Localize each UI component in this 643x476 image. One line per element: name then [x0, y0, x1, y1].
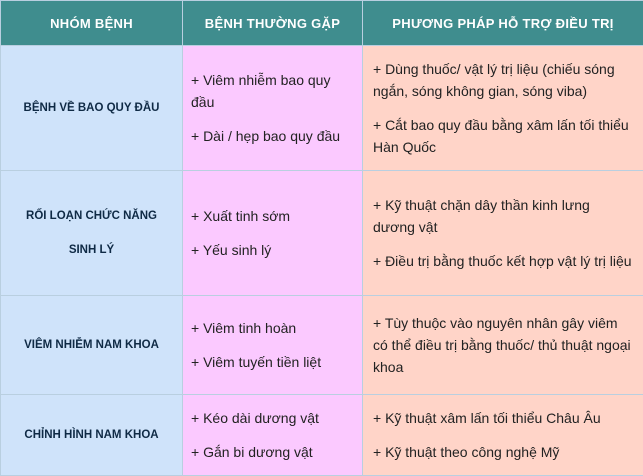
- disease-group-label: RỐI LOẠN CHỨC NĂNG: [26, 210, 157, 222]
- common-diseases-cell: [183, 46, 363, 171]
- table-row: [1, 296, 643, 395]
- disease-item: + Xuất tinh sớm: [191, 208, 291, 224]
- disease-group-label: SINH LÝ: [68, 244, 115, 256]
- disease-group-label: CHỈNH HÌNH NAM KHOA: [24, 429, 159, 441]
- treatment-item: + Kỹ thuật xâm lấn tối thiểu Châu Âu: [373, 410, 601, 426]
- disease-group-cell: [1, 296, 183, 395]
- header-treatment-methods: PHƯƠNG PHÁP HỖ TRỢ ĐIỀU TRỊ: [363, 1, 643, 46]
- disease-item: + Viêm tinh hoàn: [191, 320, 297, 336]
- common-diseases-cell: [183, 296, 363, 395]
- disease-group-cell: [1, 395, 183, 476]
- disease-item: + Viêm tuyến tiền liệt: [191, 354, 322, 370]
- disease-item: + Gắn bi dương vật: [191, 444, 313, 460]
- treatment-item: + Kỹ thuật theo công nghệ Mỹ: [373, 444, 560, 460]
- disease-item: + Kéo dài dương vật: [191, 410, 319, 426]
- disease-group-cell: [1, 171, 183, 296]
- treatment-methods-cell: [363, 171, 643, 296]
- disease-group-label: VIÊM NHIỄM NAM KHOA: [24, 339, 159, 351]
- common-diseases-cell: [183, 395, 363, 476]
- treatment-methods-cell: [363, 296, 643, 395]
- common-diseases-cell: [183, 171, 363, 296]
- treatment-item: + Cắt bao quy đầu bằng xâm lấn tối thiểu Hàn Quốc: [373, 117, 629, 155]
- disease-group-label: BỆNH VỀ BAO QUY ĐẦU: [23, 102, 160, 114]
- treatment-item: + Điều trị bằng thuốc kết hợp vật lý trị liệu: [373, 253, 632, 269]
- treatment-methods-cell: [363, 46, 643, 171]
- treatment-methods-cell: [363, 395, 643, 476]
- disease-item: + Yếu sinh lý: [191, 242, 272, 258]
- disease-item: + Dài / hẹp bao quy đầu: [191, 128, 341, 144]
- disease-item: + Viêm nhiễm bao quy đầu: [191, 72, 331, 110]
- header-disease-group: NHÓM BỆNH: [1, 1, 183, 46]
- treatment-item: + Dùng thuốc/ vật lý trị liệu (chiếu sóng ngắn, sóng không gian, sóng viba): [373, 61, 615, 99]
- table-header-row: [1, 1, 643, 46]
- header-common-diseases: BỆNH THƯỜNG GẶP: [183, 1, 363, 46]
- disease-group-cell: [1, 46, 183, 171]
- table-row: [1, 171, 643, 296]
- table-row: [1, 46, 643, 171]
- treatment-item: + Tùy thuộc vào nguyên nhân gây viêm có thể điều trị bằng thuốc/ thủ thuật ngoại khoa: [373, 315, 631, 375]
- table-row: [1, 395, 643, 476]
- treatment-item: + Kỹ thuật chặn dây thần kinh lưng dương vật: [373, 197, 590, 235]
